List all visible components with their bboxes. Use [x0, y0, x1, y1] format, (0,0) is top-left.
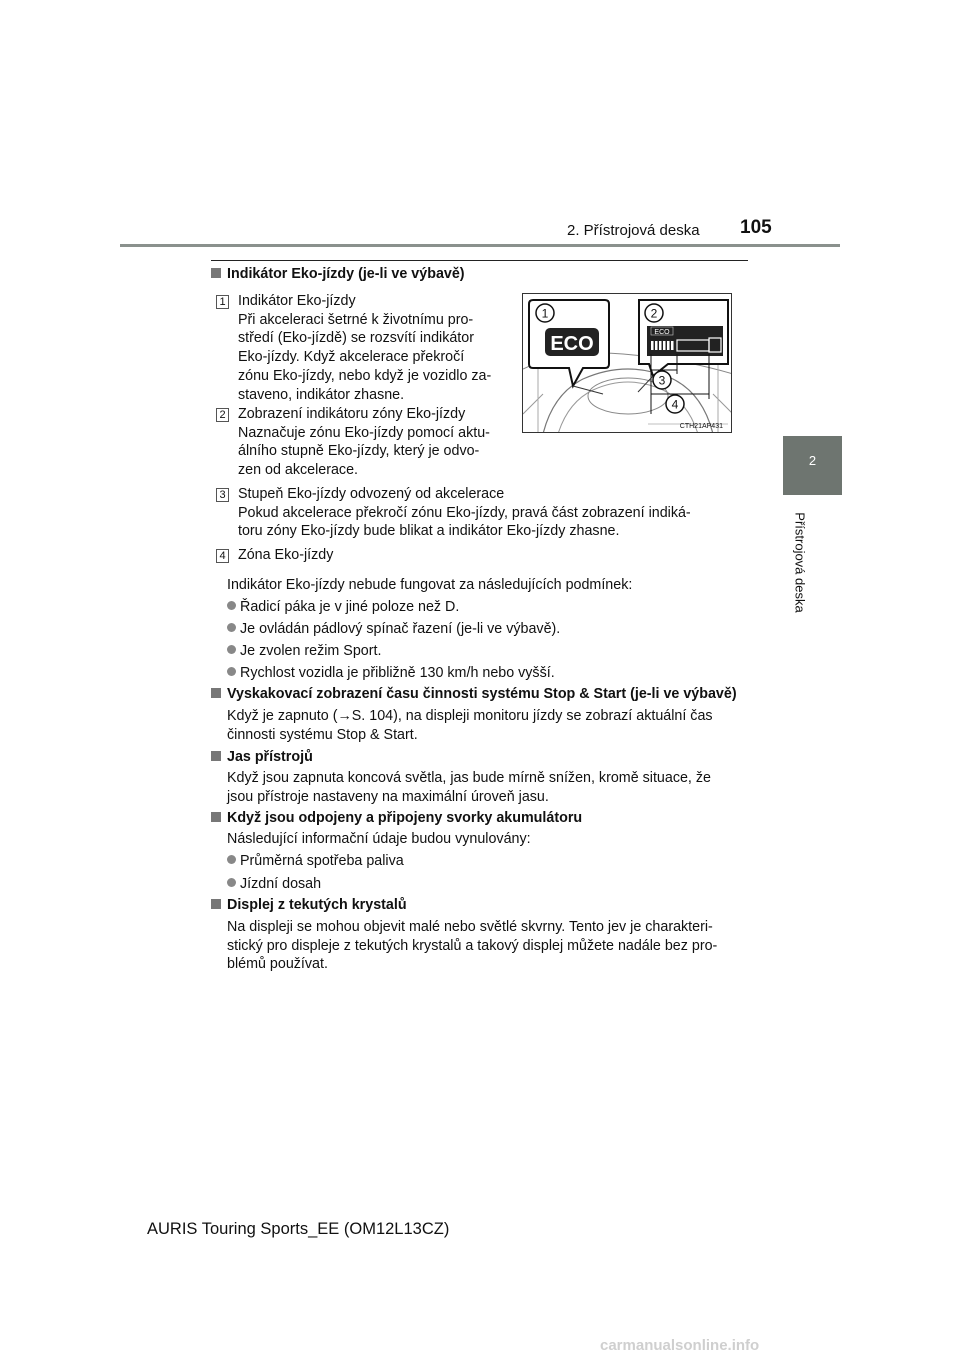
heading-stopstart-text: Vyskakovací zobrazení času činnosti systému Stop & Start (je-li ve výbavě): [227, 686, 737, 702]
heading-battery-text: Když jsou odpojeny a připojeny svorky akumulátoru: [227, 810, 583, 826]
square-bullet-icon: [211, 688, 221, 698]
condition-item: Rychlost vozidla je přibližně 130 km/h nebo vyšší.: [227, 664, 555, 683]
item-1-title: Indikátor Eko-jízdy: [238, 293, 356, 309]
brightness-line: Když jsou zapnuta koncová světla, jas bude mírně snížen, kromě situace, že: [227, 770, 711, 786]
lcd-body: [227, 918, 748, 974]
square-bullet-icon: [211, 812, 221, 822]
brightness-body: [227, 769, 748, 806]
battery-intro: Následující informační údaje budou vynulovány:: [227, 831, 531, 847]
item-2-line: zen od akcelerace.: [238, 462, 359, 479]
square-bullet-icon: [211, 268, 221, 278]
figure-callout-3: 3: [658, 373, 666, 388]
heading-lcd-text: Displej z tekutých krystalů: [227, 897, 407, 913]
item-1-line: zónu Eko-jízdy, nebo když je vozidlo za-: [238, 367, 492, 384]
condition-item: Je ovládán pádlový spínač řazení (je-li ve výbavě).: [227, 620, 560, 639]
figure-eco-label: ECO: [550, 333, 594, 355]
bullet-dot-icon: [227, 855, 236, 864]
heading-eco: [211, 266, 465, 282]
item-2-title: Zobrazení indikátoru zóny Eko-jízdy: [238, 406, 466, 422]
item-3-line: Pokud akcelerace překročí zónu Eko-jízdy, pravá část zobrazení indiká-: [238, 504, 691, 521]
header-rule: [120, 244, 840, 247]
stopstart-body: [227, 707, 748, 744]
chapter-tab: [783, 436, 842, 495]
chapter-tab-number: 2: [808, 453, 817, 468]
watermark: carmanualsonline.info: [600, 1337, 760, 1354]
heading-eco-text: Indikátor Eko-jízdy (je-li ve výbavě): [227, 266, 465, 282]
item-1: [238, 292, 506, 404]
heading-battery: [211, 810, 582, 826]
figure-zone-label: ECO: [654, 329, 670, 336]
item-1-line: středí (Eko-jízdě) se rozsvítí indikátor: [238, 330, 474, 347]
eco-indicator-figure: [522, 293, 732, 433]
item-3: [238, 485, 748, 541]
item-1-line: Při akceleraci šetrné k životnímu pro-: [238, 311, 474, 328]
eco-dashboard-illustration: [523, 294, 732, 433]
bullet-dot-icon: [227, 878, 236, 887]
figure-callout-4: 4: [671, 397, 679, 412]
page-number: 105: [740, 217, 772, 238]
item-2: [238, 405, 506, 480]
heading-brightness-text: Jas přístrojů: [227, 749, 313, 765]
item-1-line: Eko-jízdy. Když akcelerace překročí: [238, 349, 465, 366]
bullet-dot-icon: [227, 645, 236, 654]
callout-number-4: 4: [216, 549, 229, 563]
figure-callout-2: 2: [650, 306, 658, 321]
item-1-line: staveno, indikátor zhasne.: [238, 386, 405, 403]
stopstart-line: činnosti systému Stop & Start.: [227, 726, 418, 743]
bullet-dot-icon: [227, 667, 236, 676]
heading-brightness: [211, 749, 313, 765]
footer-manual-title: AURIS Touring Sports_EE (OM12L13CZ): [147, 1220, 450, 1238]
chapter-tab-label: Přístrojová deska: [792, 512, 808, 613]
callout-number-1: 1: [216, 295, 229, 309]
item-4-title: Zóna Eko-jízdy: [238, 547, 334, 563]
square-bullet-icon: [211, 751, 221, 761]
content-top-rule: [211, 260, 748, 261]
item-2-line: Naznačuje zónu Eko-jízdy pomocí aktu-: [238, 424, 490, 441]
item-3-title: Stupeň Eko-jízdy odvozený od akcelerace: [238, 486, 505, 502]
stopstart-line: Když je zapnuto (→S. 104), na displeji monitoru jízdy se zobrazí aktuální čas: [227, 708, 713, 724]
battery-item: Průměrná spotřeba paliva: [227, 852, 404, 871]
heading-stopstart: [211, 686, 737, 702]
item-3-line: toru zóny Eko-jízdy bude blikat a indikátor Eko-jízdy zhasne.: [238, 523, 620, 540]
item-2-line: álního stupně Eko-jízdy, který je odvo-: [238, 443, 480, 460]
bullet-dot-icon: [227, 601, 236, 610]
callout-number-3: 3: [216, 488, 229, 502]
figure-code: CTH21AP431: [679, 423, 723, 430]
conditions-intro: Indikátor Eko-jízdy nebude fungovat za následujících podmínek:: [227, 577, 633, 593]
condition-item: Řadicí páka je v jiné poloze než D.: [227, 598, 459, 617]
condition-item: Je zvolen režim Sport.: [227, 642, 381, 661]
battery-item: Jízdní dosah: [227, 875, 321, 894]
bullet-dot-icon: [227, 623, 236, 632]
header-section-title: 2. Přístrojová deska: [567, 222, 700, 239]
square-bullet-icon: [211, 899, 221, 909]
lcd-line: Na displeji se mohou objevit malé nebo světlé skvrny. Tento jev je charakteri-: [227, 919, 713, 935]
figure-callout-1: 1: [541, 306, 549, 321]
lcd-line: blémů používat.: [227, 956, 328, 973]
heading-lcd: [211, 897, 407, 913]
lcd-line: stický pro displeje z tekutých krystalů a takový displej můžete nadále bez pro-: [227, 937, 718, 954]
callout-number-2: 2: [216, 408, 229, 422]
brightness-line: jsou přístroje nastaveny na maximální úroveň jasu.: [227, 788, 549, 805]
